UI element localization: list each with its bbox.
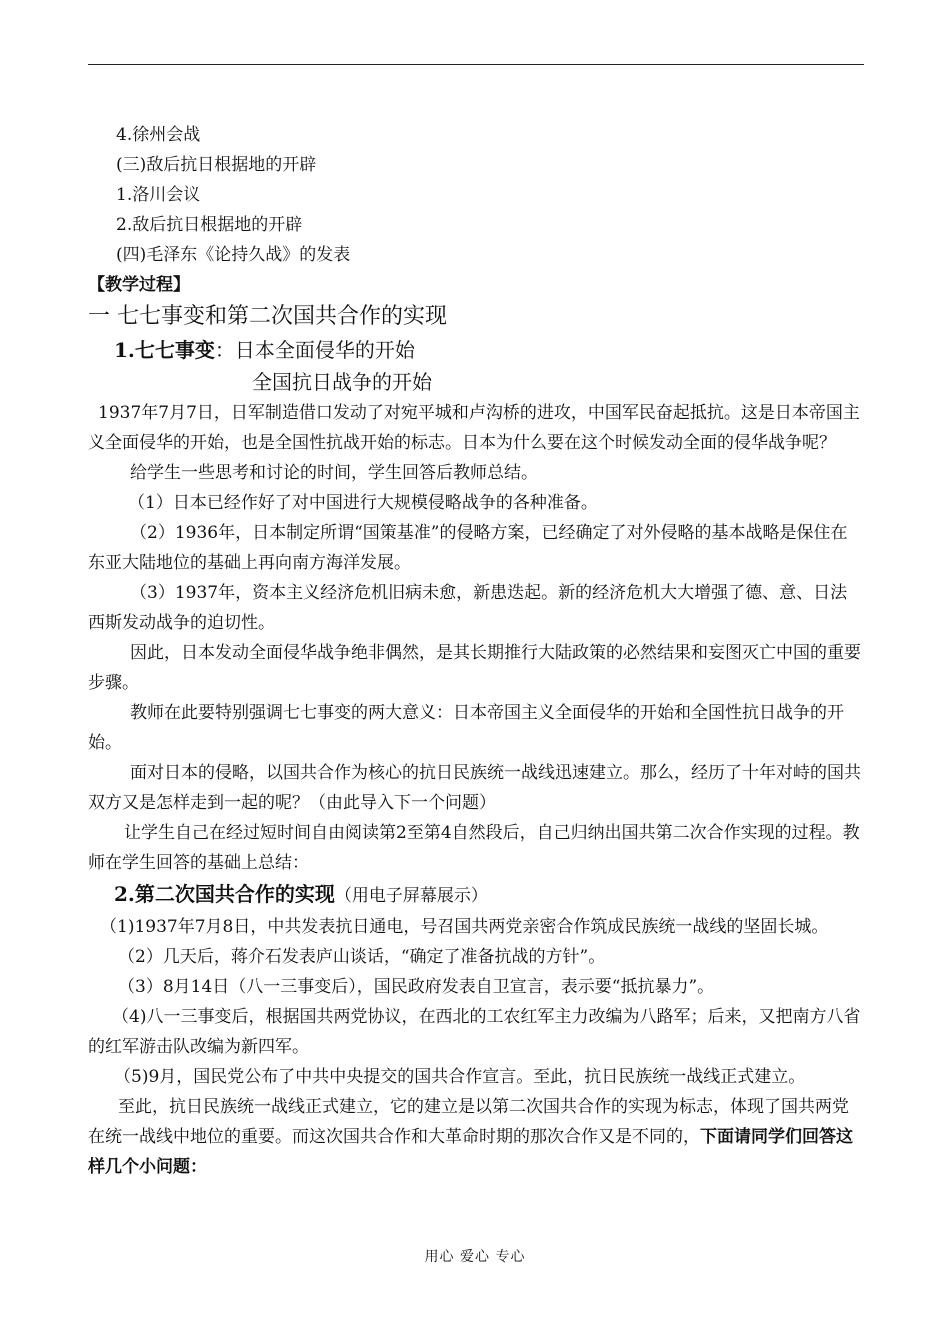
intro-paragraph: 1937年7月7日，日军制造借口发动了对宛平城和卢沟桥的进攻，中国军民奋起抵抗。这是日本帝国主义全面侵华的开始，也是全国性抗战开始的标志。日本为什么要在这个时候发动全面的侵华战争呢？: [88, 403, 860, 453]
step-item: （3）8月14日（八一三事变后），国民政府发表自卫宣言，表示要“抵抗暴力”。: [118, 977, 715, 997]
subsection-2-label: 2.第二次国共合作的实现: [114, 882, 335, 906]
subsection-1-label: 1.七七事变: [114, 338, 215, 362]
outline-item: (三)敌后抗日根据地的开辟: [116, 155, 317, 175]
closing-bold-text: 下面请同学们回答这样几个小问题：: [88, 1127, 853, 1177]
discussion-paragraph: 给学生一些思考和讨论的时间，学生回答后教师总结。: [130, 463, 538, 483]
subsection-1-text-a: ：日本全面侵华的开始: [214, 338, 415, 362]
step-item: （4)八一三事变后，根据国共两党协议，在西北的工农红军主力改编为八路军；后来，又把南方八省的红军游击队改编为新四军。: [88, 1007, 861, 1057]
section-1-title: 一 七七事变和第二次国共合作的实现: [88, 304, 447, 329]
outline-item: 4.徐州会战: [116, 125, 201, 145]
subsection-2-heading: [88, 878, 864, 912]
reading-paragraph: 让学生自己在经过短时间自由阅读第2至第4自然段后，自己归纳出国共第二次合作实现的过程。教师在学生回答的基础上总结：: [88, 823, 860, 873]
closing-text: 至此，抗日民族统一战线正式建立，它的建立是以第二次国共合作的实现为标志，体现了国共两党在统一战线中地位的重要。而这次国共合作和大革命时期的那次合作又是不同的，: [88, 1097, 849, 1147]
outline-item: (四)毛泽东《论持久战》的发表: [116, 245, 351, 265]
subsection-2-note: （用电子屏幕展示）: [334, 886, 488, 906]
document-body: [88, 120, 864, 1182]
point-item: （3）1937年，资本主义经济危机旧病未愈，新患迭起。新的经济危机大大增强了德、意、日法西斯发动战争的迫切性。: [88, 583, 848, 633]
transition-paragraph: 面对日本的侵略，以国共合作为核心的抗日民族统一战线迅速建立。那么，经历了十年对峙的国共双方又是怎样走到一起的呢？（由此导入下一个问题）: [88, 763, 861, 813]
emphasis-paragraph: 教师在此要特别强调七七事变的两大意义：日本帝国主义全面侵华的开始和全国性抗日战争的开始。: [88, 703, 844, 753]
step-item: （1)1937年7月8日，中共发表抗日通电，号召国共两党亲密合作筑成民族统一战线的坚固长城。: [100, 917, 829, 937]
step-item: （5)9月，国民党公布了中共中央提交的国共合作宣言。至此，抗日民族统一战线正式建立。: [114, 1067, 806, 1087]
conclusion-paragraph: 因此，日本发动全面侵华战争绝非偶然，是其长期推行大陆政策的必然结果和妄图灭亡中国的重要步骤。: [88, 643, 861, 693]
subsection-1-text-b: 全国抗日战争的开始: [252, 370, 432, 394]
outline-item: 2.敌后抗日根据地的开辟: [116, 215, 303, 235]
header-rule: [88, 64, 864, 65]
closing-paragraph: [88, 1092, 864, 1182]
point-item: （1）日本已经作好了对中国进行大规模侵略战争的各种准备。: [128, 493, 598, 513]
page-footer: 用心 爱心 专心: [424, 1249, 526, 1265]
point-item: （2）1936年，日本制定所谓“国策基准”的侵略方案，已经确定了对外侵略的基本战略是保住在东亚大陆地位的基础上再向南方海洋发展。: [88, 523, 848, 573]
outline-list: [88, 120, 864, 270]
outline-item: 1.洛川会议: [116, 185, 201, 205]
subsection-1-heading: [88, 334, 864, 366]
teaching-process-heading: 【教学过程】: [88, 275, 190, 295]
step-item: （2）几天后，蒋介石发表庐山谈话，“确定了准备抗战的方针”。: [118, 947, 606, 967]
